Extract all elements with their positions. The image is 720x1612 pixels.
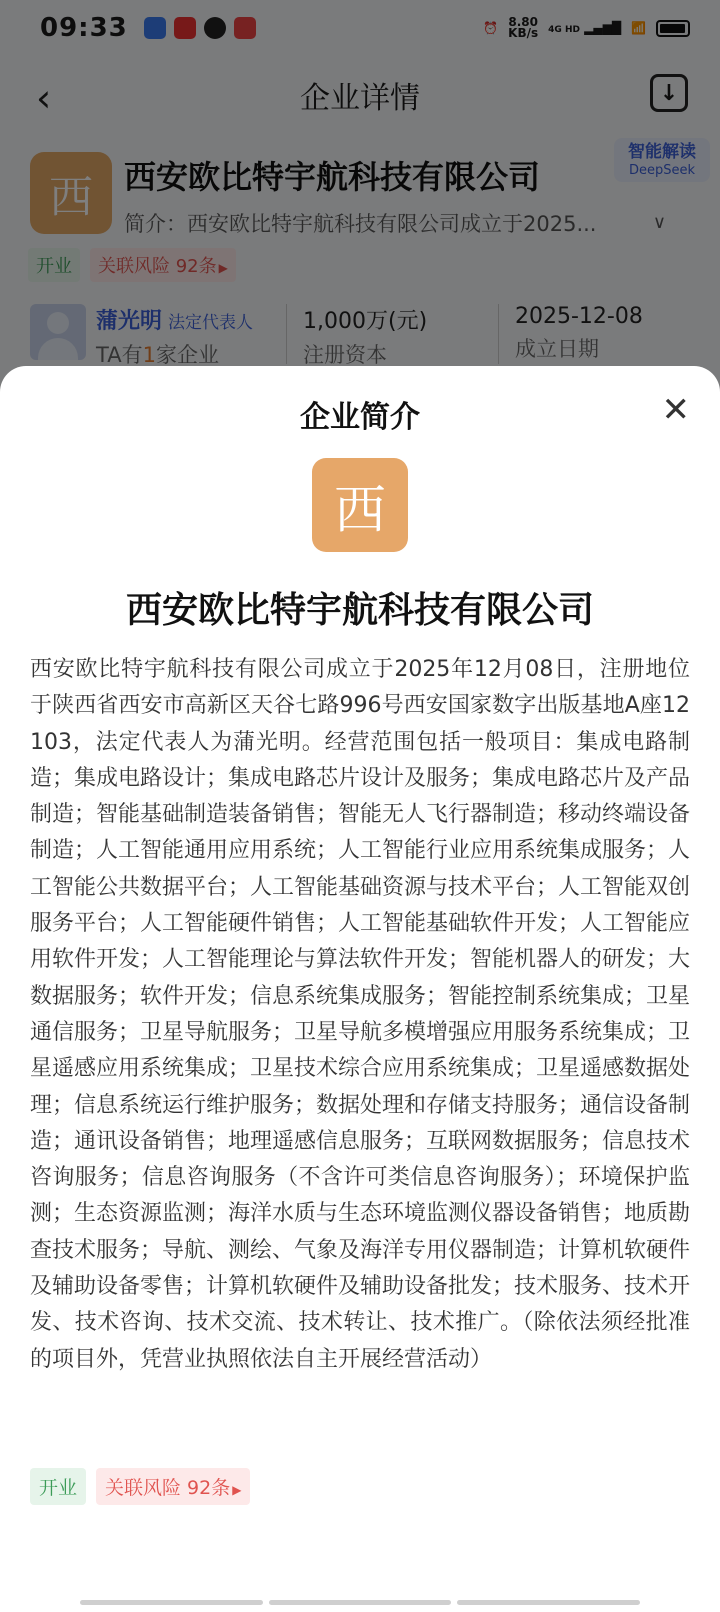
sheet-risk-label: 关联风险 92条 [105, 1477, 231, 1499]
sheet-company-logo: 西 [312, 458, 408, 552]
sheet-company-name: 西安欧比特宇航科技有限公司 [125, 590, 594, 631]
close-icon[interactable]: ✕ [661, 390, 690, 430]
sheet-risk-badge[interactable] [96, 1468, 250, 1505]
sheet-title: 企业简介 [300, 400, 420, 435]
gesture-bar [80, 1600, 640, 1605]
caret-right-icon: ▶ [232, 1483, 242, 1497]
modal-overlay[interactable] [0, 0, 720, 420]
company-description: 西安欧比特宇航科技有限公司成立于2025年12月08日，注册地位于陕西省西安市高新区天谷七路996号西安国家数字出版基地A座12103，法定代表人为蒲光明。经营范围包括一般项目：集成电路制造；集成电路设计；集成电路芯片设计及服务；集成电路芯片及产品制造；智能基础制造装备销售；智能无人飞行器制造；移动终端设备制造；人工智能通用应用系统；人工智能行业应用系统集成服务；人工智能公共数据平台；人工智能基础资源与技术平台；人工智能双创服务平台；人工智能硬件销售；人工智能基础软件开发；人工智能应用软件开发；人工智能理论与算法软件开发；智能机器人的研发；大数据服务；软件开发；信息系统集成服务；智能控制系统集成；卫星通信服务；卫星导航服务；卫星导航多模增强应用服务系统集成；卫星遥感应用系统集成；卫星技术综合应用系统集成；卫星遥感数据处理；信息系统运行维护服务；数据处理和存储支持服务；通信设备制造；通讯设备销售；地理遥感信息服务；互联网数据服务；信息技术咨询服务；信息咨询服务（不含许可类信息咨询服务）；环境保护监测；生态资源监测；海洋水质与生态环境监测仪器设备销售；地质勘查技术服务；导航、测绘、气象及海洋专用仪器制造；计算机软硬件及辅助设备零售；计算机软硬件及辅助设备批发；技术服务、技术开发、技术咨询、技术交流、技术转让、技术推广。（除依法须经批准的项目外，凭营业执照依法自主开展经营活动） [30, 657, 691, 1372]
gesture-segment [80, 1600, 263, 1605]
gesture-segment [457, 1600, 640, 1605]
sheet-status-tags [30, 1468, 250, 1505]
sheet-status-badge-open: 开业 [30, 1468, 86, 1505]
gesture-segment [269, 1600, 452, 1605]
company-intro-sheet [0, 366, 720, 1612]
